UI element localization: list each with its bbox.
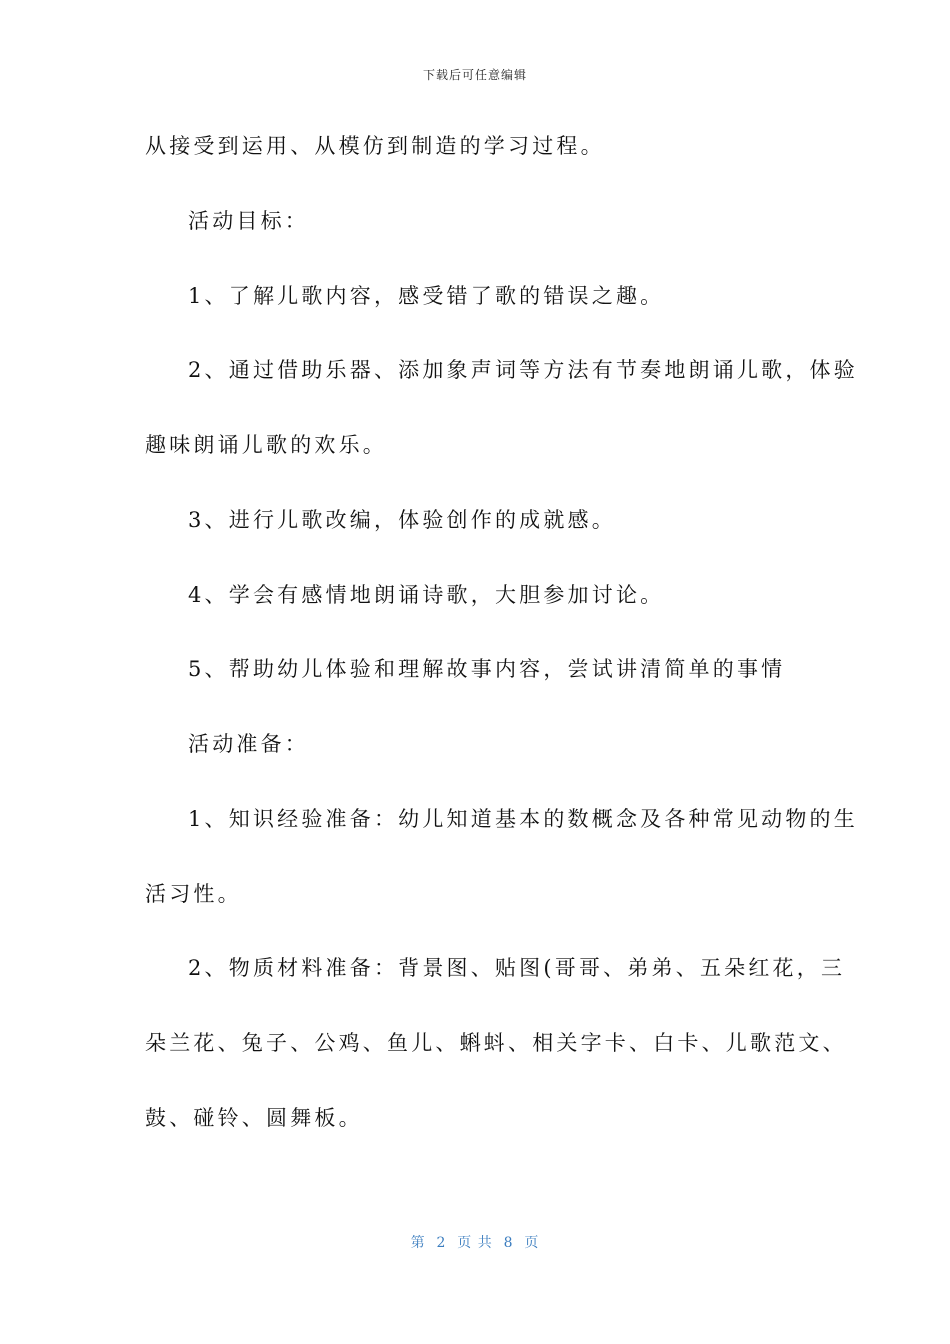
goal-item-5: 5、帮助幼儿体验和理解故事内容，尝试讲清简单的事情	[188, 657, 786, 681]
preparation-item-1-continued: 活习性。	[145, 882, 242, 906]
section-heading-goals: 活动目标：	[188, 209, 309, 233]
goal-item-2-continued: 趣味朗诵儿歌的欢乐。	[145, 433, 387, 457]
goal-item-1: 1、了解儿歌内容，感受错了歌的错误之趣。	[188, 284, 665, 308]
goal-item-4: 4、学会有感情地朗诵诗歌，大胆参加讨论。	[188, 583, 665, 607]
preparation-item-2-continued: 朵兰花、兔子、公鸡、鱼儿、蝌蚪、相关字卡、白卡、儿歌范文、	[145, 1031, 847, 1055]
preparation-item-1: 1、知识经验准备：幼儿知道基本的数概念及各种常见动物的生	[188, 807, 858, 831]
preparation-item-2-continued-2: 鼓、碰铃、圆舞板。	[145, 1106, 363, 1130]
goal-item-3: 3、进行儿歌改编，体验创作的成就感。	[188, 508, 616, 532]
paragraph-line: 从接受到运用、从模仿到制造的学习过程。	[145, 134, 605, 158]
section-heading-preparation: 活动准备：	[188, 732, 309, 756]
page-header: 下载后可任意编辑	[422, 68, 527, 82]
page-number-footer: 第 2 页 共 8 页	[410, 1235, 540, 1251]
preparation-item-2: 2、物质材料准备：背景图、贴图(哥哥、弟弟、五朵红花，三	[188, 956, 846, 980]
goal-item-2: 2、通过借助乐器、添加象声词等方法有节奏地朗诵儿歌，体验	[188, 358, 858, 382]
